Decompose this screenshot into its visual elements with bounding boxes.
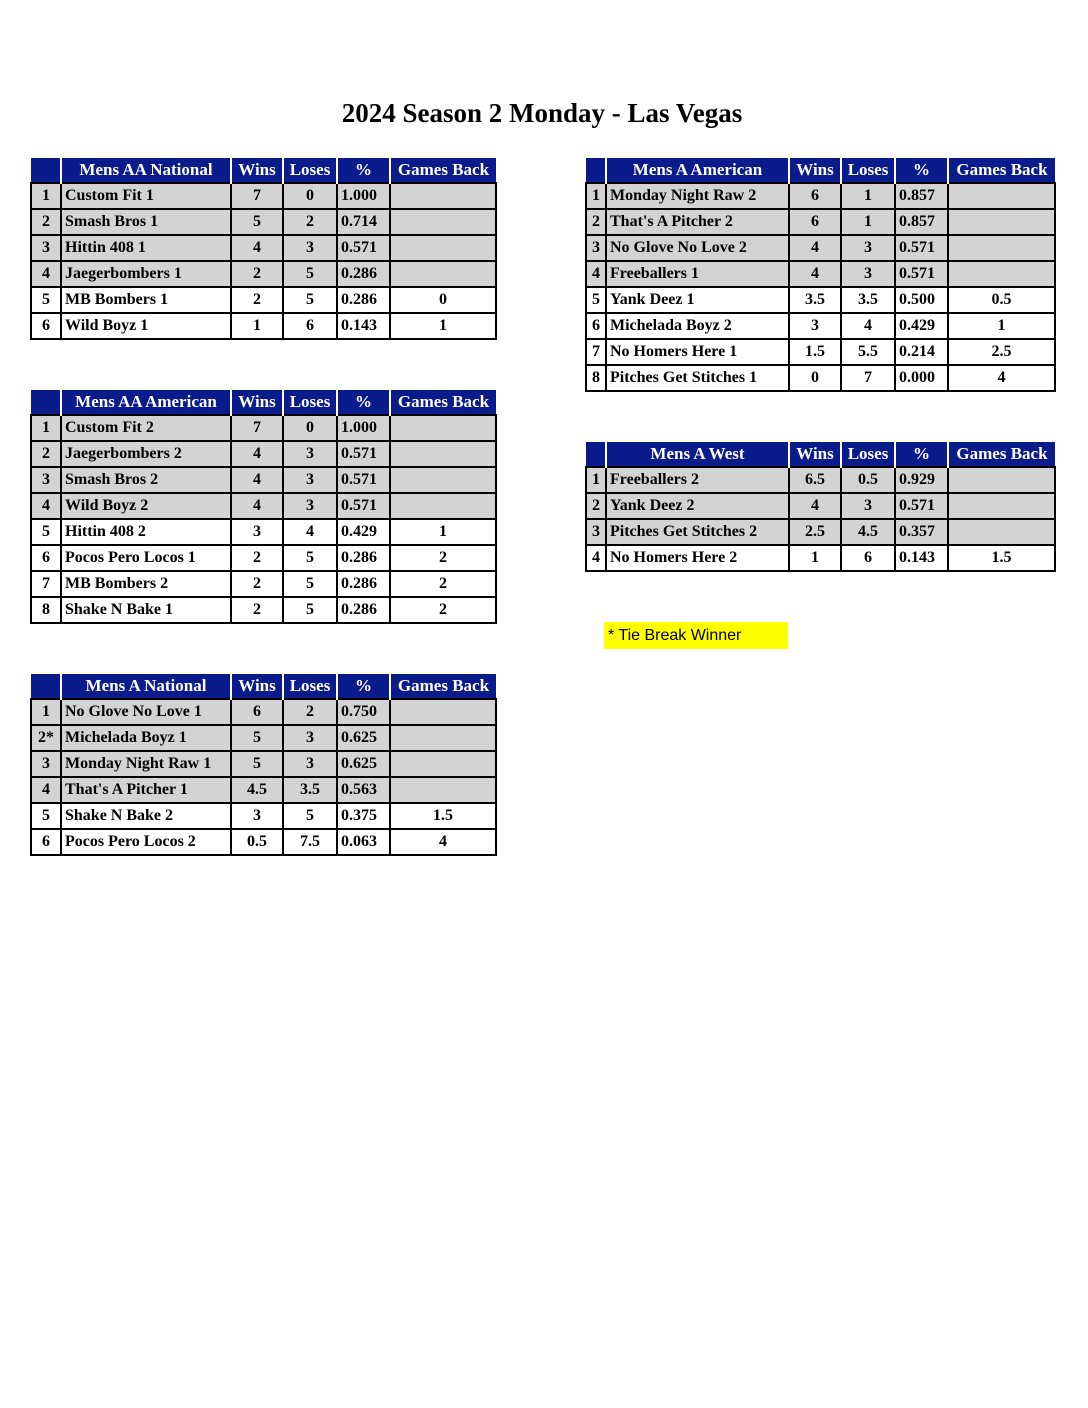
rank: 2 — [586, 209, 606, 235]
win-pct: 0.286 — [337, 597, 390, 623]
games-back — [390, 777, 496, 803]
loses: 3 — [283, 725, 337, 751]
loses: 5 — [283, 803, 337, 829]
wins: 6 — [789, 209, 841, 235]
team-name: Jaegerbombers 1 — [61, 261, 231, 287]
win-pct: 0.357 — [895, 519, 948, 545]
rank: 6 — [31, 829, 61, 855]
table-row — [31, 725, 496, 751]
rank: 2 — [586, 493, 606, 519]
games-back — [390, 209, 496, 235]
table-row — [31, 777, 496, 803]
loses-header: Loses — [841, 442, 895, 467]
win-pct: 0.571 — [895, 261, 948, 287]
pct-header: % — [337, 390, 390, 415]
games-back-header: Games Back — [390, 674, 496, 699]
rank: 1 — [586, 467, 606, 493]
games-back — [390, 235, 496, 261]
wins: 2 — [231, 261, 283, 287]
wins: 4 — [231, 467, 283, 493]
rank: 5 — [586, 287, 606, 313]
win-pct: 0.143 — [337, 313, 390, 339]
win-pct: 0.625 — [337, 725, 390, 751]
team-name: No Homers Here 2 — [606, 545, 789, 571]
team-name: Freeballers 1 — [606, 261, 789, 287]
loses: 6 — [283, 313, 337, 339]
loses: 0 — [283, 415, 337, 441]
win-pct: 0.429 — [337, 519, 390, 545]
table-row — [31, 493, 496, 519]
team-name: No Homers Here 1 — [606, 339, 789, 365]
games-back — [948, 235, 1055, 261]
team-name: Pitches Get Stitches 1 — [606, 365, 789, 391]
table-row — [31, 545, 496, 571]
wins: 5 — [231, 209, 283, 235]
rank-header — [31, 158, 61, 183]
table-row — [586, 183, 1055, 209]
loses: 0.5 — [841, 467, 895, 493]
rank: 3 — [586, 519, 606, 545]
division-name: Mens A National — [61, 674, 231, 699]
rank: 4 — [31, 777, 61, 803]
loses: 5 — [283, 571, 337, 597]
team-name: Custom Fit 2 — [61, 415, 231, 441]
loses: 3 — [283, 493, 337, 519]
win-pct: 0.857 — [895, 183, 948, 209]
win-pct: 0.929 — [895, 467, 948, 493]
games-back — [948, 467, 1055, 493]
pct-header: % — [895, 442, 948, 467]
division-name: Mens A American — [606, 158, 789, 183]
wins: 5 — [231, 751, 283, 777]
win-pct: 0.500 — [895, 287, 948, 313]
wins: 6 — [231, 699, 283, 725]
team-name: Hittin 408 2 — [61, 519, 231, 545]
table-row — [586, 261, 1055, 287]
team-name: Wild Boyz 1 — [61, 313, 231, 339]
loses: 0 — [283, 183, 337, 209]
rank: 5 — [31, 803, 61, 829]
table-row — [31, 235, 496, 261]
table-row — [586, 545, 1055, 571]
loses: 2 — [283, 209, 337, 235]
games-back-header: Games Back — [948, 158, 1055, 183]
games-back: 0 — [390, 287, 496, 313]
team-name: Yank Deez 2 — [606, 493, 789, 519]
win-pct: 1.000 — [337, 415, 390, 441]
wins: 4 — [789, 235, 841, 261]
wins: 3.5 — [789, 287, 841, 313]
loses: 4 — [841, 313, 895, 339]
standings-table-mens-aa-american — [30, 390, 497, 624]
table-header-row — [31, 158, 496, 183]
games-back — [390, 725, 496, 751]
table-row — [586, 339, 1055, 365]
rank: 5 — [31, 519, 61, 545]
rank: 4 — [586, 545, 606, 571]
win-pct: 0.429 — [895, 313, 948, 339]
games-back: 1 — [390, 313, 496, 339]
rank-header — [586, 442, 606, 467]
rank: 5 — [31, 287, 61, 313]
table-row — [31, 597, 496, 623]
win-pct: 0.625 — [337, 751, 390, 777]
loses: 7.5 — [283, 829, 337, 855]
table-row — [586, 519, 1055, 545]
table-row — [586, 467, 1055, 493]
rank: 2 — [31, 441, 61, 467]
win-pct: 0.000 — [895, 365, 948, 391]
games-back — [390, 467, 496, 493]
wins: 7 — [231, 415, 283, 441]
win-pct: 0.571 — [337, 441, 390, 467]
pct-header: % — [337, 158, 390, 183]
games-back — [390, 493, 496, 519]
wins: 3 — [231, 519, 283, 545]
team-name: Yank Deez 1 — [606, 287, 789, 313]
loses: 3 — [841, 235, 895, 261]
win-pct: 0.571 — [337, 235, 390, 261]
table-row — [31, 287, 496, 313]
rank: 3 — [586, 235, 606, 261]
games-back: 1.5 — [948, 545, 1055, 571]
loses-header: Loses — [841, 158, 895, 183]
games-back — [948, 519, 1055, 545]
rank: 7 — [31, 571, 61, 597]
wins-header: Wins — [231, 674, 283, 699]
win-pct: 0.750 — [337, 699, 390, 725]
loses-header: Loses — [283, 158, 337, 183]
win-pct: 0.063 — [337, 829, 390, 855]
team-name: Shake N Bake 1 — [61, 597, 231, 623]
win-pct: 0.563 — [337, 777, 390, 803]
games-back: 2 — [390, 571, 496, 597]
team-name: That's A Pitcher 2 — [606, 209, 789, 235]
wins: 2 — [231, 571, 283, 597]
table-row — [586, 493, 1055, 519]
table-header-row — [586, 442, 1055, 467]
games-back: 1.5 — [390, 803, 496, 829]
page-title: 2024 Season 2 Monday - Las Vegas — [341, 98, 743, 128]
rank: 1 — [586, 183, 606, 209]
table-row — [586, 365, 1055, 391]
rank: 8 — [31, 597, 61, 623]
games-back: 2 — [390, 597, 496, 623]
rank: 4 — [586, 261, 606, 287]
table-row — [31, 441, 496, 467]
games-back — [390, 415, 496, 441]
table-row — [31, 519, 496, 545]
win-pct: 0.286 — [337, 261, 390, 287]
games-back-header: Games Back — [390, 158, 496, 183]
wins: 3 — [789, 313, 841, 339]
rank: 4 — [31, 261, 61, 287]
games-back — [390, 441, 496, 467]
win-pct: 0.571 — [337, 493, 390, 519]
games-back — [390, 261, 496, 287]
loses: 7 — [841, 365, 895, 391]
wins: 6 — [789, 183, 841, 209]
loses: 3 — [283, 441, 337, 467]
table-row — [31, 415, 496, 441]
rank: 7 — [586, 339, 606, 365]
standings-table-mens-a-west — [585, 442, 1056, 572]
wins: 2 — [231, 597, 283, 623]
win-pct: 0.286 — [337, 545, 390, 571]
win-pct: 0.714 — [337, 209, 390, 235]
games-back — [390, 751, 496, 777]
standings-table-mens-a-national — [30, 674, 497, 856]
wins-header: Wins — [789, 442, 841, 467]
wins-header: Wins — [231, 390, 283, 415]
games-back — [948, 183, 1055, 209]
table-row — [31, 571, 496, 597]
table-row — [31, 467, 496, 493]
team-name: Monday Night Raw 2 — [606, 183, 789, 209]
wins: 4 — [231, 493, 283, 519]
table-row — [586, 287, 1055, 313]
wins: 0 — [789, 365, 841, 391]
wins: 4 — [231, 441, 283, 467]
wins: 5 — [231, 725, 283, 751]
table-header-row — [31, 390, 496, 415]
team-name: Wild Boyz 2 — [61, 493, 231, 519]
team-name: Custom Fit 1 — [61, 183, 231, 209]
win-pct: 0.571 — [895, 235, 948, 261]
rank: 6 — [31, 545, 61, 571]
table-row — [31, 209, 496, 235]
wins: 1 — [789, 545, 841, 571]
loses: 3.5 — [841, 287, 895, 313]
games-back-header: Games Back — [390, 390, 496, 415]
wins: 6.5 — [789, 467, 841, 493]
table-row — [31, 313, 496, 339]
table-row — [31, 829, 496, 855]
win-pct: 0.571 — [337, 467, 390, 493]
loses-header: Loses — [283, 390, 337, 415]
table-header-row — [31, 674, 496, 699]
table-row — [586, 313, 1055, 339]
rank-header — [31, 674, 61, 699]
games-back: 4 — [948, 365, 1055, 391]
loses: 1 — [841, 209, 895, 235]
games-back — [948, 209, 1055, 235]
rank: 4 — [31, 493, 61, 519]
team-name: That's A Pitcher 1 — [61, 777, 231, 803]
division-name: Mens A West — [606, 442, 789, 467]
games-back: 1 — [948, 313, 1055, 339]
standings-table-mens-aa-national — [30, 158, 497, 340]
games-back — [390, 183, 496, 209]
pct-header: % — [895, 158, 948, 183]
wins-header: Wins — [231, 158, 283, 183]
table-row — [31, 751, 496, 777]
wins: 2 — [231, 287, 283, 313]
games-back — [390, 699, 496, 725]
team-name: Michelada Boyz 2 — [606, 313, 789, 339]
wins: 0.5 — [231, 829, 283, 855]
rank: 2* — [31, 725, 61, 751]
loses: 3 — [841, 261, 895, 287]
rank: 3 — [31, 235, 61, 261]
team-name: Pitches Get Stitches 2 — [606, 519, 789, 545]
team-name: Pocos Pero Locos 2 — [61, 829, 231, 855]
team-name: Freeballers 2 — [606, 467, 789, 493]
win-pct: 0.286 — [337, 571, 390, 597]
wins: 3 — [231, 803, 283, 829]
loses: 5 — [283, 261, 337, 287]
wins: 4 — [789, 493, 841, 519]
rank: 3 — [31, 467, 61, 493]
wins: 4 — [789, 261, 841, 287]
rank: 6 — [31, 313, 61, 339]
loses: 3.5 — [283, 777, 337, 803]
table-header-row — [586, 158, 1055, 183]
wins: 4 — [231, 235, 283, 261]
standings-table-mens-a-american — [585, 158, 1056, 392]
rank: 1 — [31, 183, 61, 209]
pct-header: % — [337, 674, 390, 699]
table-row — [31, 261, 496, 287]
loses: 5 — [283, 287, 337, 313]
wins-header: Wins — [789, 158, 841, 183]
win-pct: 0.375 — [337, 803, 390, 829]
wins: 1.5 — [789, 339, 841, 365]
loses: 5.5 — [841, 339, 895, 365]
loses: 3 — [841, 493, 895, 519]
games-back — [948, 261, 1055, 287]
win-pct: 0.214 — [895, 339, 948, 365]
loses: 4 — [283, 519, 337, 545]
rank: 3 — [31, 751, 61, 777]
wins: 2 — [231, 545, 283, 571]
wins: 4.5 — [231, 777, 283, 803]
team-name: Shake N Bake 2 — [61, 803, 231, 829]
loses: 3 — [283, 235, 337, 261]
games-back: 2 — [390, 545, 496, 571]
wins: 2.5 — [789, 519, 841, 545]
games-back — [948, 493, 1055, 519]
team-name: Hittin 408 1 — [61, 235, 231, 261]
loses: 5 — [283, 545, 337, 571]
games-back: 0.5 — [948, 287, 1055, 313]
table-row — [31, 183, 496, 209]
loses: 6 — [841, 545, 895, 571]
win-pct: 0.286 — [337, 287, 390, 313]
rank: 2 — [31, 209, 61, 235]
team-name: Jaegerbombers 2 — [61, 441, 231, 467]
team-name: Pocos Pero Locos 1 — [61, 545, 231, 571]
loses: 4.5 — [841, 519, 895, 545]
team-name: Michelada Boyz 1 — [61, 725, 231, 751]
table-row — [586, 209, 1055, 235]
team-name: MB Bombers 1 — [61, 287, 231, 313]
team-name: Monday Night Raw 1 — [61, 751, 231, 777]
loses: 2 — [283, 699, 337, 725]
win-pct: 0.143 — [895, 545, 948, 571]
tie-break-note: * Tie Break Winner — [604, 622, 788, 649]
rank-header — [586, 158, 606, 183]
loses: 5 — [283, 597, 337, 623]
wins: 1 — [231, 313, 283, 339]
rank: 1 — [31, 699, 61, 725]
team-name: MB Bombers 2 — [61, 571, 231, 597]
games-back-header: Games Back — [948, 442, 1055, 467]
table-row — [586, 235, 1055, 261]
win-pct: 0.857 — [895, 209, 948, 235]
rank-header — [31, 390, 61, 415]
team-name: Smash Bros 1 — [61, 209, 231, 235]
loses: 3 — [283, 467, 337, 493]
table-row — [31, 699, 496, 725]
wins: 7 — [231, 183, 283, 209]
team-name: Smash Bros 2 — [61, 467, 231, 493]
games-back: 2.5 — [948, 339, 1055, 365]
win-pct: 1.000 — [337, 183, 390, 209]
loses: 1 — [841, 183, 895, 209]
rank: 8 — [586, 365, 606, 391]
table-row — [31, 803, 496, 829]
win-pct: 0.571 — [895, 493, 948, 519]
team-name: No Glove No Love 2 — [606, 235, 789, 261]
rank: 6 — [586, 313, 606, 339]
division-name: Mens AA National — [61, 158, 231, 183]
loses: 3 — [283, 751, 337, 777]
games-back: 1 — [390, 519, 496, 545]
rank: 1 — [31, 415, 61, 441]
team-name: No Glove No Love 1 — [61, 699, 231, 725]
loses-header: Loses — [283, 674, 337, 699]
division-name: Mens AA American — [61, 390, 231, 415]
games-back: 4 — [390, 829, 496, 855]
